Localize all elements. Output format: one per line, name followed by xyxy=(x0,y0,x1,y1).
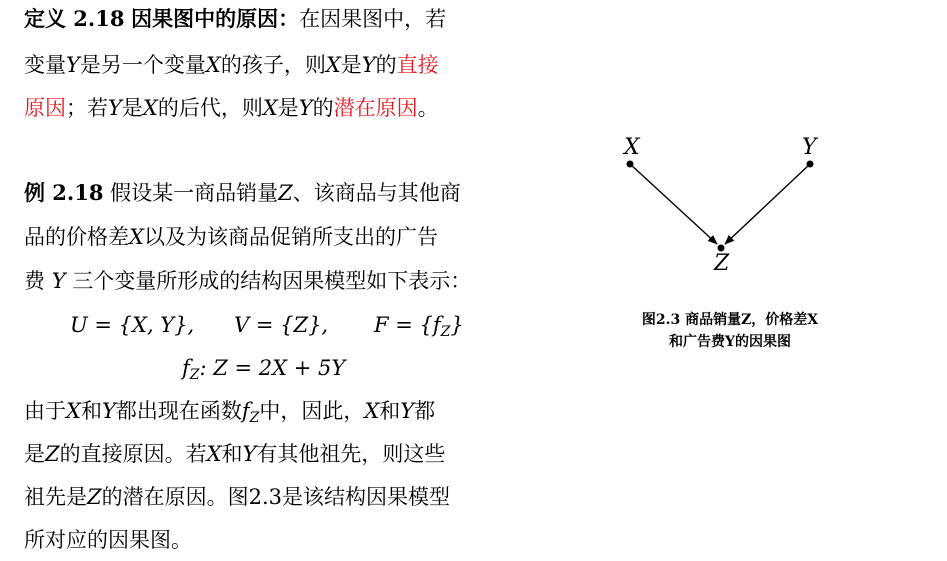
var: f xyxy=(241,399,250,423)
text: 的潜在原因。图2.3是该结构因果模型 xyxy=(101,485,450,509)
causal-graph-figure xyxy=(600,128,860,278)
text: 费 xyxy=(24,269,52,293)
text: ；若 xyxy=(66,96,108,120)
text: 的后代，则 xyxy=(157,96,263,120)
text: 的 xyxy=(375,53,397,77)
text: 是 xyxy=(121,96,143,120)
var: Y xyxy=(108,96,122,120)
eq-text: U = {X, Y}, xyxy=(70,313,195,337)
text: 以及为该商品促销所支出的广告 xyxy=(143,225,438,249)
text: 品的价格差 xyxy=(24,225,129,249)
text: 祖先是 xyxy=(24,485,87,509)
definition-text: 在因果图中，若 xyxy=(299,7,447,31)
text: 所对应的因果图。 xyxy=(24,528,192,552)
eq-text: : Z = 2X + 5Y xyxy=(199,356,346,380)
edge-y-to-z xyxy=(725,164,810,244)
var: Z xyxy=(45,442,60,466)
var: Z xyxy=(278,181,293,205)
text: 是 xyxy=(24,442,45,466)
text: 的 xyxy=(312,96,334,120)
text: 变量 xyxy=(24,53,66,77)
text: 是 xyxy=(340,53,362,77)
node-x-label: X xyxy=(624,135,640,160)
definition-line-3 xyxy=(24,93,439,123)
edge-x-to-z xyxy=(630,164,717,244)
paragraph-line-4 xyxy=(24,525,192,555)
var: X xyxy=(364,399,380,423)
eq-sub: Z xyxy=(440,324,451,340)
highlight-cause: 原因 xyxy=(24,96,66,120)
paragraph-line-2 xyxy=(24,439,445,469)
definition-line-2 xyxy=(24,50,439,80)
eq-text: f xyxy=(182,356,190,380)
text: 是另一个变量 xyxy=(79,53,206,77)
var: X xyxy=(205,53,221,77)
node-z-label: Z xyxy=(714,251,730,276)
definition-title: 因果图中的原因： xyxy=(131,7,300,31)
text: 、该商品与其他商 xyxy=(292,181,461,205)
paragraph-line-1 xyxy=(24,396,435,433)
var: Y xyxy=(400,399,415,423)
text: 是 xyxy=(277,96,299,120)
text: 有其他祖先，则这些 xyxy=(256,442,446,466)
eq-text: V = {Z}, xyxy=(234,313,329,337)
figure-caption xyxy=(596,309,864,353)
example-label: 例 2.18 xyxy=(24,180,104,205)
var: Z xyxy=(87,485,102,509)
var-sub: Z xyxy=(249,410,260,426)
highlight-latent-cause: 潜在原因 xyxy=(333,96,418,120)
text: 假设某一商品销量 xyxy=(110,181,279,205)
eq-text: F = {f xyxy=(374,313,441,337)
eq-text: } xyxy=(450,313,464,337)
text: 都 xyxy=(414,399,436,423)
text: 都出现在函数 xyxy=(115,399,242,423)
definition-line-1 xyxy=(24,4,446,34)
equation-f xyxy=(374,310,464,347)
example-line-1 xyxy=(24,178,461,208)
text: 的直接原因。若 xyxy=(59,442,207,466)
equation-v xyxy=(234,310,328,340)
var: Y xyxy=(66,53,80,77)
caption-line-1: 图2.3 商品销量Z，价格差X xyxy=(641,312,819,328)
var: X xyxy=(66,399,81,423)
var: X xyxy=(142,96,158,120)
definition-label: 定义 2.18 xyxy=(24,6,125,31)
var: Y xyxy=(298,96,313,120)
var: X xyxy=(325,53,341,77)
var: Y xyxy=(51,269,66,293)
var: X xyxy=(262,96,278,120)
equation-fz xyxy=(182,353,345,390)
var: X xyxy=(129,225,144,249)
caption-line-2: 和广告费Y的因果图 xyxy=(669,334,791,350)
var: Y xyxy=(361,53,376,77)
paragraph-line-3 xyxy=(24,482,450,512)
example-line-2 xyxy=(24,222,438,252)
highlight-direct: 直接 xyxy=(396,53,439,77)
text: 。 xyxy=(417,96,439,120)
text: 三个变量所形成的结构因果模型如下表示： xyxy=(65,269,472,293)
node-y-label: Y xyxy=(802,135,817,160)
text: 和 xyxy=(221,442,243,466)
text: 和 xyxy=(80,399,102,423)
causal-graph-svg xyxy=(600,128,860,278)
equation-u xyxy=(70,310,194,340)
text: 中，因此， xyxy=(259,399,365,423)
node-z-dot xyxy=(718,245,725,252)
text: 的孩子，则 xyxy=(220,53,326,77)
eq-sub: Z xyxy=(189,367,200,383)
var: Y xyxy=(101,399,116,423)
var: X xyxy=(206,442,222,466)
example-line-3 xyxy=(24,266,471,296)
var: Y xyxy=(242,442,257,466)
text: 由于 xyxy=(24,399,66,423)
text: 和 xyxy=(379,399,401,423)
